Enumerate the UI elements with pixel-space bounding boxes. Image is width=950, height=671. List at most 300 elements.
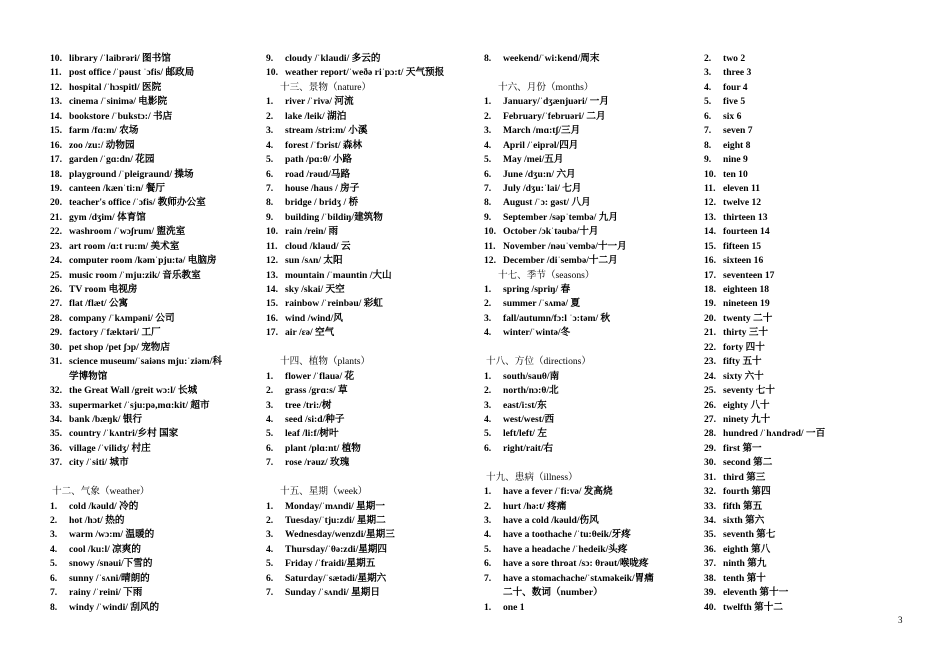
vocab-entry — [50, 500, 255, 514]
vocab-entry — [704, 384, 904, 398]
entry-text: seventeen 17 — [723, 269, 775, 281]
entry-text: village /ˈvilidʒ/ 村庄 — [69, 442, 151, 454]
vocab-entry — [484, 500, 696, 514]
entry-text: bridge / bridʒ / 桥 — [285, 197, 359, 209]
entry-number: 23. — [50, 240, 62, 252]
entry-number: 23. — [704, 356, 716, 368]
entry-number: 7. — [266, 457, 274, 469]
entry-text: eight 8 — [723, 139, 751, 151]
entry-number: 1. — [266, 500, 274, 512]
entry-number: 16. — [704, 255, 716, 267]
vocab-entry — [484, 95, 696, 109]
entry-number: 5. — [484, 543, 492, 555]
entry-text: twelve 12 — [723, 197, 762, 209]
entry-text: four 4 — [723, 81, 748, 93]
entry-number: 1. — [484, 370, 492, 382]
entry-text: north/nɔ:θ/北 — [503, 385, 559, 397]
entry-text: cinema /ˈsinimə/ 电影院 — [69, 96, 168, 108]
entry-text: hot /hɔt/ 热的 — [69, 515, 125, 526]
entry-text: cold /kəuld/ 冷的 — [69, 500, 139, 512]
vocab-entry — [50, 557, 255, 571]
entry-text: first 第一 — [723, 442, 762, 454]
entry-text: January/ˈdʒænjuəri/ 一月 — [503, 96, 609, 108]
entry-number: 1. — [266, 370, 274, 382]
entry-text: rain /rein/ 雨 — [285, 226, 339, 238]
vocab-entry — [704, 211, 904, 225]
entry-text: canteen /kænˈti:n/ 餐厅 — [69, 182, 165, 194]
entry-text: path /pɑ:θ/ 小路 — [285, 154, 353, 166]
vocab-entry — [484, 182, 696, 196]
entry-number: 6. — [266, 572, 274, 584]
entry-text: stream /stri:m/ 小溪 — [285, 125, 368, 137]
vocab-entry — [266, 52, 476, 66]
entry-number: 12. — [50, 81, 62, 93]
entry-text: three 3 — [723, 67, 752, 79]
vocab-entry — [484, 514, 696, 528]
entry-number: 1. — [484, 601, 492, 613]
vocab-entry — [704, 326, 904, 340]
entry-text: east/i:st/东 — [503, 399, 547, 411]
vocab-entry — [50, 110, 255, 124]
entry-text: eleven 11 — [723, 182, 761, 194]
entry-number: 18. — [50, 168, 62, 180]
entry-text: July /dʒu:ˈlai/ 七月 — [503, 182, 582, 194]
vocab-entry — [704, 153, 904, 167]
blank-line — [484, 66, 696, 80]
entry-number: 28. — [704, 428, 716, 440]
entry-text: fifth 第五 — [723, 500, 763, 512]
entry-number: 9. — [266, 53, 274, 64]
entry-text: rose /rəuz/ 玫瑰 — [285, 457, 350, 469]
entry-number: 3. — [484, 125, 492, 137]
vocab-entry — [266, 254, 476, 268]
entry-number: 34. — [50, 413, 62, 425]
entry-number: 3. — [266, 399, 274, 411]
vocab-entry — [50, 297, 255, 311]
entry-text: Sunday /ˈsʌndi/ 星期日 — [285, 587, 380, 599]
vocab-entry — [50, 442, 255, 456]
entry-number: 8. — [50, 601, 58, 613]
entry-text: snowy /snəui/下雪的 — [69, 558, 153, 570]
entry-text: cool /ku:l/ 凉爽的 — [69, 543, 141, 555]
entry-text: factory /ˈfæktəri/ 工厂 — [69, 327, 161, 339]
entry-number: 4. — [266, 139, 274, 151]
vocab-entry — [484, 384, 696, 398]
entry-text: thirty 三十 — [723, 327, 769, 339]
vocab-entry — [50, 399, 255, 413]
entry-number: 14. — [50, 110, 62, 122]
entry-text: sky /skai/ 天空 — [285, 284, 345, 295]
entry-text: grass /grɑ:s/ 草 — [285, 385, 348, 397]
entry-number: 11. — [266, 240, 278, 252]
entry-number: 4. — [484, 139, 492, 151]
entry-number: 40. — [704, 601, 716, 613]
entry-text: September /səpˈtembə/ 九月 — [503, 211, 618, 223]
vocab-entry — [484, 139, 696, 153]
vocab-entry — [484, 326, 696, 340]
vocab-entry — [704, 240, 904, 254]
entry-number: 18. — [704, 284, 716, 295]
vocab-entry — [50, 254, 255, 268]
vocab-entry — [266, 312, 476, 326]
column-1 — [50, 52, 255, 615]
entry-text: air /ɛə/ 空气 — [285, 327, 335, 339]
vocab-entry — [704, 269, 904, 283]
vocab-entry — [704, 81, 904, 95]
entry-number: 30. — [50, 341, 62, 353]
vocab-entry — [266, 528, 476, 542]
vocab-entry — [266, 456, 476, 470]
vocab-entry — [50, 182, 255, 196]
entry-number: 10. — [484, 226, 496, 238]
vocab-entry — [50, 240, 255, 254]
section-heading: 十二、气象（weather） — [52, 486, 150, 498]
vocab-entry — [704, 572, 904, 586]
entry-number: 4. — [50, 543, 58, 555]
entry-number: 13. — [50, 96, 62, 108]
vocab-entry — [704, 139, 904, 153]
entry-text: sunny /ˈsʌni/晴朗的 — [69, 572, 150, 584]
entry-text: eighty 八十 — [723, 399, 770, 411]
vocab-entry — [266, 586, 476, 600]
vocab-entry — [704, 456, 904, 470]
vocab-entry — [266, 442, 476, 456]
entry-text: second 第二 — [723, 457, 773, 469]
vocab-entry — [704, 514, 904, 528]
column-4 — [704, 52, 904, 615]
entry-text: have a headache /ˈhedeik/头疼 — [503, 543, 628, 555]
vocab-entry — [704, 370, 904, 384]
entry-number: 10. — [704, 168, 716, 180]
entry-text: twelfth 第十二 — [723, 601, 783, 613]
entry-text: left/left/ 左 — [503, 428, 547, 440]
entry-text: sixteen 16 — [723, 255, 764, 267]
vocab-entry — [50, 153, 255, 167]
entry-text: April /ˈeiprəl/四月 — [503, 139, 579, 151]
entry-text: have a toothache /ˈtu:θeik/牙疼 — [503, 529, 631, 541]
vocab-entry — [50, 196, 255, 210]
entry-text: road /rəud/马路 — [285, 168, 351, 180]
entry-number: 31. — [704, 471, 716, 483]
entry-number: 36. — [704, 543, 716, 555]
vocab-entry — [266, 240, 476, 254]
vocab-entry — [266, 182, 476, 196]
entry-number: 2. — [484, 110, 492, 122]
section-heading: 十五、星期（week） — [280, 486, 368, 498]
vocab-entry — [266, 196, 476, 210]
entry-number: 26. — [704, 399, 716, 411]
entry-text: June /dʒu:n/ 六月 — [503, 168, 576, 180]
entry-text: spring /spriŋ/ 春 — [503, 284, 571, 295]
entry-number: 1. — [484, 284, 492, 295]
entry-text: Monday/ˈmʌndi/ 星期一 — [285, 500, 385, 512]
vocab-entry — [704, 413, 904, 427]
entry-number: 14. — [266, 284, 278, 295]
entry-text: computer room /kəmˈpju:tə/ 电脑房 — [69, 255, 217, 267]
entry-text: city /ˈsiti/ 城市 — [69, 457, 129, 469]
entry-number: 9. — [704, 154, 712, 166]
entry-number: 27. — [704, 413, 716, 425]
entry-number: 35. — [704, 529, 716, 541]
vocab-entry — [266, 110, 476, 124]
vocab-entry — [704, 110, 904, 124]
entry-text: forest /ˈfɔrist/ 森林 — [285, 139, 363, 151]
entry-text: have a sore throat /sɔ: θrəut/喉咙疼 — [503, 558, 649, 570]
entry-text: February/ˈfebruəri/ 二月 — [503, 110, 606, 122]
vocab-entry — [704, 283, 904, 297]
entry-text: have a cold /kəuld/伤风 — [503, 515, 599, 526]
entry-number: 2. — [704, 53, 712, 64]
entry-number: 5. — [704, 96, 712, 108]
entry-number: 7. — [704, 125, 712, 137]
entry-number: 2. — [50, 515, 58, 526]
entry-text: right/rait/右 — [503, 442, 554, 454]
entry-number: 21. — [50, 211, 62, 223]
vocab-entry — [266, 326, 476, 340]
entry-text: washroom /ˈwɔʃrum/ 盥洗室 — [69, 226, 186, 238]
entry-number: 5. — [266, 558, 274, 570]
vocab-entry — [266, 297, 476, 311]
entry-text: flower /ˈflauə/ 花 — [285, 370, 355, 382]
section-heading: 十七、季节（seasons） — [498, 269, 595, 281]
entry-number: 21. — [704, 327, 716, 339]
entry-text: eighteen 18 — [723, 284, 770, 295]
entry-number: 5. — [266, 428, 274, 440]
vocab-entry — [50, 326, 255, 340]
entry-number: 3. — [266, 125, 274, 137]
entry-text: Friday /ˈfraidi/星期五 — [285, 558, 376, 570]
vocab-entry — [704, 341, 904, 355]
vocab-entry — [704, 225, 904, 239]
entry-text: Wednesday/wenzdi/星期三 — [285, 529, 395, 541]
entry-text: bank /bæŋk/ 银行 — [69, 413, 143, 425]
vocab-entry — [484, 110, 696, 124]
entry-number: 11. — [50, 67, 62, 79]
vocab-entry — [50, 168, 255, 182]
vocab-entry — [484, 312, 696, 326]
vocab-entry — [266, 66, 476, 80]
entry-number: 17. — [704, 269, 716, 281]
entry-number: 22. — [50, 226, 62, 238]
vocab-entry — [484, 254, 696, 268]
vocab-entry — [266, 283, 476, 297]
entry-text: nineteen 19 — [723, 298, 770, 310]
entry-text: sixty 六十 — [723, 370, 764, 382]
entry-number: 4. — [704, 81, 712, 93]
entry-text: Saturday/ˈsætədi/星期六 — [285, 572, 387, 584]
entry-number: 36. — [50, 442, 62, 454]
blank-line — [484, 341, 696, 355]
entry-text: summer /ˈsʌmə/ 夏 — [503, 298, 581, 310]
entry-text: May /mei/五月 — [503, 154, 564, 166]
entry-number: 11. — [704, 182, 716, 194]
section-heading: 十九、患病（illness） — [486, 471, 578, 483]
entry-text: mountain /ˈmauntin /大山 — [285, 269, 392, 281]
entry-text: building /ˈbildiŋ/建筑物 — [285, 211, 383, 223]
entry-text: zoo /zu:/ 动物园 — [69, 139, 135, 151]
entry-text: Tuesday/ˈtju:zdi/ 星期二 — [285, 515, 386, 526]
vocab-entry — [50, 572, 255, 586]
entry-number: 3. — [50, 529, 58, 541]
entry-text: warm /wɔ:m/ 温暖的 — [69, 529, 155, 541]
entry-number: 35. — [50, 428, 62, 440]
vocab-entry — [704, 500, 904, 514]
entry-text: fifty 五十 — [723, 356, 762, 368]
entry-number: 2. — [484, 500, 492, 512]
entry-text: farm /fɑ:m/ 农场 — [69, 125, 139, 137]
entry-number: 12. — [484, 255, 496, 267]
entry-number: 29. — [704, 442, 716, 454]
vocab-entry — [50, 95, 255, 109]
entry-text: science museum/ˈsaiəns mju:ˈziəm/科 — [69, 356, 222, 368]
vocab-entry — [484, 427, 696, 441]
entry-text: Thursday/ˈθə:zdi/星期四 — [285, 543, 388, 555]
entry-text: pet shop /pet ʃɔp/ 宠物店 — [69, 341, 170, 353]
entry-text: country /ˈkʌntri/乡村 国家 — [69, 428, 179, 440]
entry-text: ninth 第九 — [723, 558, 767, 570]
vocab-entry — [266, 399, 476, 413]
entry-text: bookstore /ˈbukstɔ:/ 书店 — [69, 110, 173, 122]
entry-number: 8. — [484, 53, 492, 64]
vocab-entry — [484, 297, 696, 311]
vocab-entry — [50, 528, 255, 542]
entry-text: the Great Wall /greit wɔ:l/ 长城 — [69, 385, 198, 397]
entry-number: 27. — [50, 298, 62, 310]
entry-number: 6. — [704, 110, 712, 122]
entry-text: eighth 第八 — [723, 543, 771, 555]
vocab-entry — [50, 66, 255, 80]
entry-text: November /nəuˈvembə/十一月 — [503, 240, 627, 252]
entry-number: 31. — [50, 356, 62, 368]
vocab-entry — [704, 355, 904, 369]
entry-number: 8. — [484, 197, 492, 209]
entry-text: windy /ˈwindi/ 刮风的 — [69, 601, 160, 613]
entry-number: 20. — [704, 312, 716, 324]
vocab-entry — [50, 124, 255, 138]
entry-text: weather report/ˈweðə riˈpɔ:t/ 天气预报 — [285, 67, 445, 79]
vocab-entry — [266, 370, 476, 384]
blank-line — [50, 471, 255, 485]
entry-number: 12. — [266, 255, 278, 267]
vocab-entry — [50, 384, 255, 398]
entry-number: 22. — [704, 341, 716, 353]
vocab-entry — [484, 196, 696, 210]
vocab-entry — [704, 471, 904, 485]
vocab-entry — [50, 312, 255, 326]
vocab-entry — [266, 124, 476, 138]
vocab-entry — [266, 543, 476, 557]
entry-text: ninety 九十 — [723, 413, 771, 425]
vocab-entry — [266, 514, 476, 528]
entry-text: sixth 第六 — [723, 515, 765, 526]
entry-text: supermarket /ˈsju:pə,mɑ:kit/ 超市 — [69, 399, 210, 411]
vocab-entry — [484, 52, 696, 66]
entry-number: 20. — [50, 197, 62, 209]
vocab-entry — [704, 254, 904, 268]
vocab-entry — [266, 139, 476, 153]
vocab-entry — [704, 528, 904, 542]
entry-number: 4. — [266, 413, 274, 425]
entry-number: 8. — [266, 197, 274, 209]
vocab-entry — [266, 557, 476, 571]
entry-number: 28. — [50, 312, 62, 324]
entry-number: 9. — [484, 211, 492, 223]
entry-text: rainy /ˈreini/ 下雨 — [69, 587, 143, 599]
entry-text: river /ˈrivə/ 河流 — [285, 96, 354, 108]
vocab-entry — [266, 269, 476, 283]
vocab-entry — [704, 124, 904, 138]
entry-text: nine 9 — [723, 154, 748, 166]
entry-number: 15. — [50, 125, 62, 137]
vocab-entry — [484, 557, 696, 571]
entry-text: ten 10 — [723, 168, 748, 180]
entry-text: library /ˈlaibrəri/ 图书馆 — [69, 53, 171, 64]
entry-text: seventy 七十 — [723, 385, 775, 397]
entry-number: 6. — [484, 168, 492, 180]
vocab-entry — [50, 341, 255, 355]
entry-text: August /ˈɔ: gəst/ 八月 — [503, 197, 591, 209]
vocab-entry — [266, 95, 476, 109]
vocab-entry — [704, 66, 904, 80]
entry-number: 25. — [50, 269, 62, 281]
entry-text: art room /ɑ:t ru:m/ 美术室 — [69, 240, 180, 252]
entry-text: have a fever /ˈfi:və/ 发高烧 — [503, 486, 613, 498]
vocab-entry — [50, 211, 255, 225]
entry-text: music room /ˈmju:zik/ 音乐教室 — [69, 269, 201, 281]
entry-number: 26. — [50, 284, 62, 295]
entry-text: fourth 第四 — [723, 486, 771, 498]
entry-number: 1. — [484, 96, 492, 108]
vocab-entry — [704, 95, 904, 109]
entry-number: 3. — [484, 515, 492, 526]
entry-text: winter/ˈwintə/冬 — [503, 327, 571, 339]
entry-text: third 第三 — [723, 471, 766, 483]
vocab-entry — [484, 485, 696, 499]
entry-text: tree /tri:/树 — [285, 399, 332, 411]
vocab-entry — [50, 601, 255, 615]
entry-number: 3. — [704, 67, 712, 79]
entry-number: 9. — [266, 211, 274, 223]
entry-number: 7. — [484, 182, 492, 194]
vocab-entry — [484, 225, 696, 239]
vocab-entry — [484, 572, 696, 586]
vocab-entry — [484, 413, 696, 427]
vocab-entry — [266, 572, 476, 586]
entry-number: 3. — [266, 529, 274, 541]
vocab-entry — [266, 225, 476, 239]
entry-text: garden /ˈgɑ:dn/ 花园 — [69, 154, 155, 166]
vocab-entry — [266, 153, 476, 167]
entry-continuation: 二十、数词（number） — [503, 587, 603, 599]
entry-number: 19. — [704, 298, 716, 310]
vocab-entry — [50, 283, 255, 297]
entry-text: October /ɔkˈtəubə/十月 — [503, 226, 599, 238]
entry-text: twenty 二十 — [723, 312, 773, 324]
entry-text: cloudy /ˈklaudi/ 多云的 — [285, 53, 381, 64]
entry-text: one 1 — [503, 601, 525, 613]
entry-text: wind /wind/风 — [285, 312, 343, 324]
entry-text: playground /ˈpleigraund/ 操场 — [69, 168, 194, 180]
entry-number: 1. — [266, 96, 274, 108]
entry-number: 1. — [484, 486, 492, 498]
entry-number: 6. — [266, 168, 274, 180]
entry-text: weekend/ˈwi:kend/周末 — [503, 53, 600, 64]
section-heading: 十四、植物（plants） — [280, 356, 371, 368]
entry-text: fifteen 15 — [723, 240, 762, 252]
entry-number: 3. — [484, 312, 492, 324]
entry-number: 4. — [266, 543, 274, 555]
entry-number: 32. — [704, 486, 716, 498]
